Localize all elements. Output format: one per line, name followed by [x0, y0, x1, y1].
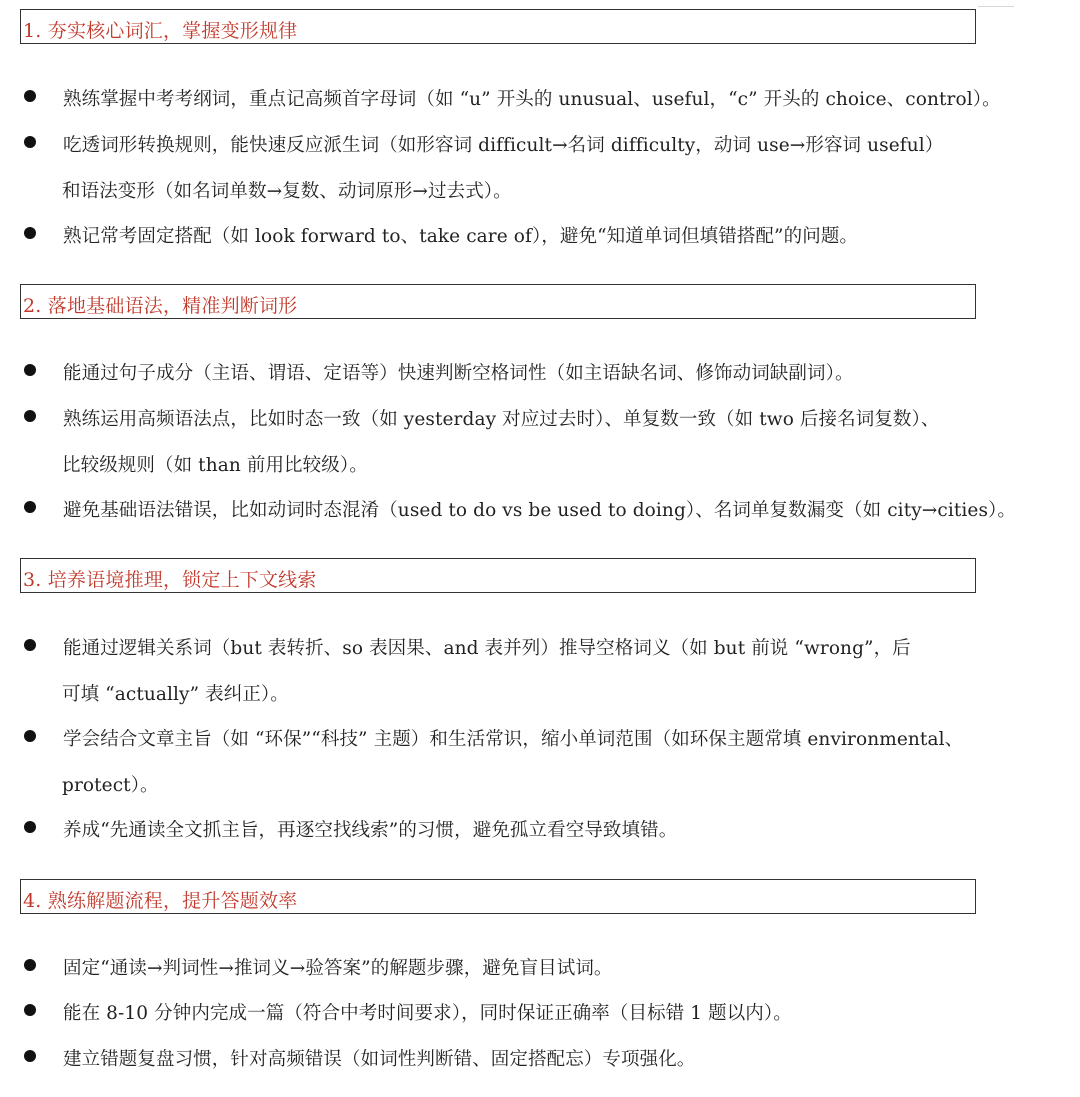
section-heading-box: [20, 879, 976, 914]
bullet-icon: [24, 1050, 36, 1062]
section-heading-box: [20, 558, 976, 593]
list-item-continuation: 和语法变形（如名词单数→复数、动词原形→过去式）。: [62, 181, 512, 202]
section-heading: 3. 培养语境推理，锁定上下文线索: [23, 569, 317, 591]
list-item-continuation: 可填 “actually” 表纠正）。: [62, 684, 289, 705]
list-item-continuation: protect）。: [62, 775, 159, 796]
bullet-icon: [24, 959, 36, 971]
section-heading: 4. 熟练解题流程，提升答题效率: [23, 890, 298, 912]
list-item: 学会结合文章主旨（如 “环保”“科技” 主题）和生活常识，缩小单词范围（如环保主题常填 environmental、: [63, 729, 964, 750]
bullet-icon: [24, 364, 36, 376]
list-item: 能通过逻辑关系词（but 表转折、so 表因果、and 表并列）推导空格词义（如 but 前说 “wrong”，后: [63, 638, 911, 659]
list-item: 熟练运用高频语法点，比如时态一致（如 yesterday 对应过去时）、单复数一致（如 two 后接名词复数）、: [63, 409, 940, 430]
bullet-icon: [24, 90, 36, 102]
list-item: 能通过句子成分（主语、谓语、定语等）快速判断空格词性（如主语缺名词、修饰动词缺副词）。: [63, 363, 854, 384]
section-heading-box: [20, 9, 976, 44]
section-heading: 1. 夯实核心词汇，掌握变形规律: [23, 20, 298, 42]
list-item: 固定“通读→判词性→推词义→验答案”的解题步骤，避免盲目试词。: [63, 958, 613, 979]
bullet-icon: [24, 136, 36, 148]
bullet-icon: [24, 639, 36, 651]
list-item: 熟记常考固定搭配（如 look forward to、take care of），避免“知道单词但填错搭配”的问题。: [63, 226, 859, 247]
list-item: 吃透词形转换规则，能快速反应派生词（如形容词 difficult→名词 difficulty，动词 use→形容词 useful）: [63, 135, 944, 156]
bullet-icon: [24, 501, 36, 513]
list-item: 避免基础语法错误，比如动词时态混淆（used to do vs be used to doing）、名词单复数漏变（如 city→cities）。: [63, 500, 1016, 521]
list-item-continuation: 比较级规则（如 than 前用比较级）。: [62, 455, 368, 476]
page-edge-line: [978, 6, 1014, 7]
bullet-icon: [24, 410, 36, 422]
section-heading-box: [20, 284, 976, 319]
bullet-icon: [24, 821, 36, 833]
bullet-icon: [24, 1004, 36, 1016]
list-item: 建立错题复盘习惯，针对高频错误（如词性判断错、固定搭配忘）专项强化。: [63, 1049, 696, 1070]
section-heading: 2. 落地基础语法，精准判断词形: [23, 295, 298, 317]
list-item: 养成“先通读全文抓主旨，再逐空找线索”的习惯，避免孤立看空导致填错。: [63, 820, 678, 841]
list-item: 能在 8-10 分钟内完成一篇（符合中考时间要求），同时保证正确率（目标错 1 题以内）。: [63, 1003, 792, 1024]
bullet-icon: [24, 730, 36, 742]
list-item: 熟练掌握中考考纲词，重点记高频首字母词（如 “u” 开头的 unusual、useful，“c” 开头的 choice、control）。: [63, 89, 1001, 110]
bullet-icon: [24, 227, 36, 239]
